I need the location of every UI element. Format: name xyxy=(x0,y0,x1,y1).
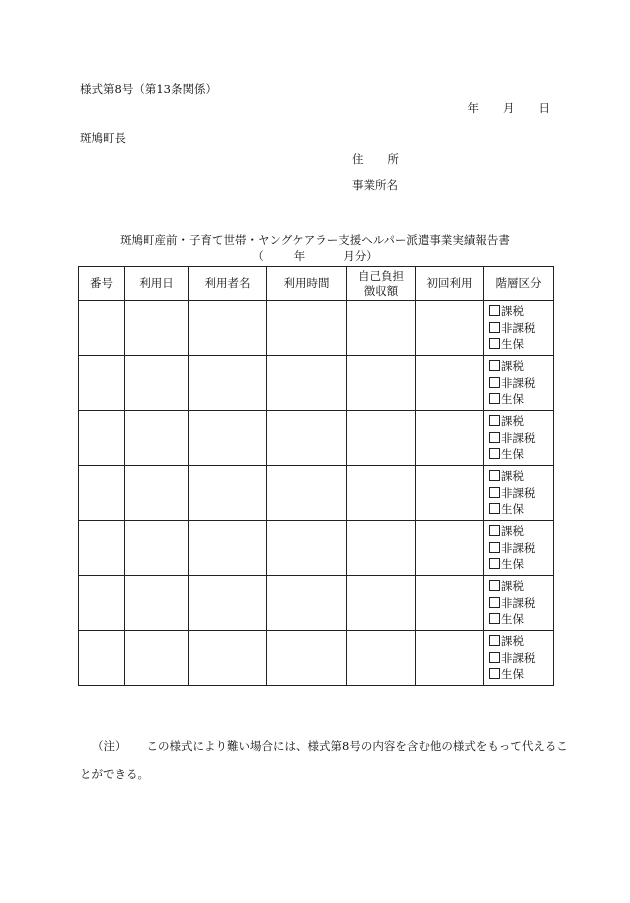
cell-number[interactable] xyxy=(79,411,125,466)
cell-first-use[interactable] xyxy=(416,521,484,576)
cell-tier xyxy=(484,521,554,576)
tier-option-label: 課税 xyxy=(501,579,524,594)
checkbox-icon[interactable] xyxy=(489,597,500,608)
cell-first-use[interactable] xyxy=(416,301,484,356)
tier-option-label: 課税 xyxy=(501,524,524,539)
address-label-part1: 住 xyxy=(352,152,364,166)
cell-user-name[interactable] xyxy=(189,521,267,576)
cell-copay[interactable] xyxy=(347,356,416,411)
table-row xyxy=(79,356,554,411)
tier-option-label: 生保 xyxy=(501,667,524,682)
cell-copay[interactable] xyxy=(347,301,416,356)
table-row xyxy=(79,411,554,466)
checkbox-icon[interactable] xyxy=(489,558,500,569)
cell-user-name[interactable] xyxy=(189,576,267,631)
cell-number[interactable] xyxy=(79,301,125,356)
address-label xyxy=(352,151,399,167)
note-text-1: この様式により難い場合には、様式第8号の内容を含む他の様式をもって代えるこ xyxy=(146,739,568,753)
header-use-date: 利用日 xyxy=(125,267,189,301)
period-open-paren: （ xyxy=(252,249,264,263)
tier-option xyxy=(489,523,553,540)
cell-copay[interactable] xyxy=(347,466,416,521)
tier-option xyxy=(489,595,553,612)
tier-option xyxy=(489,446,553,463)
cell-user-name[interactable] xyxy=(189,356,267,411)
cell-copay[interactable] xyxy=(347,576,416,631)
cell-first-use[interactable] xyxy=(416,576,484,631)
report-table-body xyxy=(79,301,554,686)
cell-use-time[interactable] xyxy=(267,301,347,356)
table-row xyxy=(79,301,554,356)
tier-option-label: 課税 xyxy=(501,359,524,374)
cell-number[interactable] xyxy=(79,631,125,686)
cell-use-time[interactable] xyxy=(267,576,347,631)
header-first-use: 初回利用 xyxy=(416,267,484,301)
cell-number[interactable] xyxy=(79,521,125,576)
checkbox-icon[interactable] xyxy=(489,487,500,498)
tier-option-label: 生保 xyxy=(501,392,524,407)
checkbox-icon[interactable] xyxy=(489,470,500,481)
note-prefix: （注） xyxy=(92,739,127,753)
tier-option-label: 課税 xyxy=(501,469,524,484)
cell-user-name[interactable] xyxy=(189,411,267,466)
tier-option xyxy=(489,540,553,557)
document-title: 斑鳩町産前・子育て世帯・ヤングケアラー支援ヘルパー派遣事業実績報告書 xyxy=(120,233,510,247)
tier-option-label: 生保 xyxy=(501,447,524,462)
tier-option-label: 生保 xyxy=(501,557,524,572)
checkbox-icon[interactable] xyxy=(489,668,500,679)
cell-first-use[interactable] xyxy=(416,631,484,686)
address-label-part2: 所 xyxy=(387,152,399,166)
tier-option-label: 非課税 xyxy=(501,320,536,335)
cell-use-date[interactable] xyxy=(125,411,189,466)
tier-option-label: 非課税 xyxy=(501,375,536,390)
office-name-label: 事業所名 xyxy=(352,178,398,192)
tier-option xyxy=(489,358,553,375)
header-use-time: 利用時間 xyxy=(267,267,347,301)
cell-number[interactable] xyxy=(79,576,125,631)
cell-use-date[interactable] xyxy=(125,631,189,686)
tier-option xyxy=(489,391,553,408)
cell-use-date[interactable] xyxy=(125,301,189,356)
tier-option xyxy=(489,633,553,650)
tier-option xyxy=(489,556,553,573)
period-year-label: 年 xyxy=(293,249,306,263)
cell-tier xyxy=(484,631,554,686)
header-user-name: 利用者名 xyxy=(189,267,267,301)
tier-option-label: 非課税 xyxy=(501,430,536,445)
cell-tier xyxy=(484,301,554,356)
checkbox-icon[interactable] xyxy=(489,503,500,514)
tier-option xyxy=(489,666,553,683)
note-line-2: とができる。 xyxy=(80,767,149,781)
addressee: 斑鳩町長 xyxy=(80,131,126,145)
tier-option xyxy=(489,413,553,430)
checkbox-icon[interactable] xyxy=(489,652,500,663)
tier-option xyxy=(489,485,553,502)
cell-use-time[interactable] xyxy=(267,631,347,686)
cell-tier xyxy=(484,411,554,466)
table-row xyxy=(79,521,554,576)
report-period xyxy=(0,248,630,264)
checkbox-icon[interactable] xyxy=(489,322,500,333)
checkbox-icon[interactable] xyxy=(489,448,500,459)
table-row xyxy=(79,466,554,521)
cell-tier xyxy=(484,576,554,631)
tier-option-label: 課税 xyxy=(501,414,524,429)
cell-use-date[interactable] xyxy=(125,466,189,521)
checkbox-icon[interactable] xyxy=(489,432,500,443)
header-copay-line2: 徴収額 xyxy=(363,283,399,298)
cell-use-time[interactable] xyxy=(267,466,347,521)
cell-number[interactable] xyxy=(79,466,125,521)
date-line xyxy=(468,100,551,116)
tier-option xyxy=(489,320,553,337)
cell-copay[interactable] xyxy=(347,631,416,686)
checkbox-icon[interactable] xyxy=(489,635,500,646)
tier-option xyxy=(489,468,553,485)
tier-option xyxy=(489,303,553,320)
table-row xyxy=(79,631,554,686)
cell-first-use[interactable] xyxy=(416,466,484,521)
checkbox-icon[interactable] xyxy=(489,613,500,624)
tier-option-label: 非課税 xyxy=(501,595,536,610)
date-day-label: 日 xyxy=(538,101,550,115)
form-number: 様式第8号（第13条関係） xyxy=(80,82,217,96)
tier-option-label: 生保 xyxy=(501,612,524,627)
checkbox-icon[interactable] xyxy=(489,360,500,371)
cell-use-date[interactable] xyxy=(125,356,189,411)
date-year-label: 年 xyxy=(467,101,479,115)
checkbox-icon[interactable] xyxy=(489,580,500,591)
cell-first-use[interactable] xyxy=(416,411,484,466)
tier-option-label: 非課税 xyxy=(501,650,536,665)
tier-option xyxy=(489,336,553,353)
cell-user-name[interactable] xyxy=(189,631,267,686)
tier-option-label: 非課税 xyxy=(501,540,536,555)
tier-option-label: 非課税 xyxy=(501,485,536,500)
cell-copay[interactable] xyxy=(347,521,416,576)
checkbox-icon[interactable] xyxy=(489,305,500,316)
period-month-label: 月分） xyxy=(343,249,378,263)
header-tier: 階層区分 xyxy=(484,267,554,301)
tier-option xyxy=(489,650,553,667)
tier-option xyxy=(489,501,553,518)
note-line-1 xyxy=(92,738,568,754)
tier-option xyxy=(489,375,553,392)
table-header-row xyxy=(79,267,554,301)
cell-tier xyxy=(484,356,554,411)
table-row xyxy=(79,576,554,631)
cell-number[interactable] xyxy=(79,356,125,411)
header-number: 番号 xyxy=(79,267,125,301)
cell-copay[interactable] xyxy=(347,411,416,466)
checkbox-icon[interactable] xyxy=(489,415,500,426)
cell-use-date[interactable] xyxy=(125,576,189,631)
checkbox-icon[interactable] xyxy=(489,338,500,349)
checkbox-icon[interactable] xyxy=(489,377,500,388)
date-month-label: 月 xyxy=(503,101,515,115)
tier-option xyxy=(489,611,553,628)
tier-option-label: 課税 xyxy=(501,304,524,319)
header-copay xyxy=(347,267,416,301)
tier-option-label: 課税 xyxy=(501,634,524,649)
tier-option xyxy=(489,430,553,447)
header-copay-line1: 自己負担 xyxy=(358,268,404,283)
cell-tier xyxy=(484,466,554,521)
tier-option-label: 生保 xyxy=(501,337,524,352)
cell-use-time[interactable] xyxy=(267,356,347,411)
report-table xyxy=(78,266,554,686)
cell-use-date[interactable] xyxy=(125,521,189,576)
checkbox-icon[interactable] xyxy=(489,525,500,536)
cell-user-name[interactable] xyxy=(189,466,267,521)
cell-use-time[interactable] xyxy=(267,411,347,466)
cell-use-time[interactable] xyxy=(267,521,347,576)
tier-option-label: 生保 xyxy=(501,502,524,517)
checkbox-icon[interactable] xyxy=(489,542,500,553)
checkbox-icon[interactable] xyxy=(489,393,500,404)
cell-user-name[interactable] xyxy=(189,301,267,356)
cell-first-use[interactable] xyxy=(416,356,484,411)
tier-option xyxy=(489,578,553,595)
